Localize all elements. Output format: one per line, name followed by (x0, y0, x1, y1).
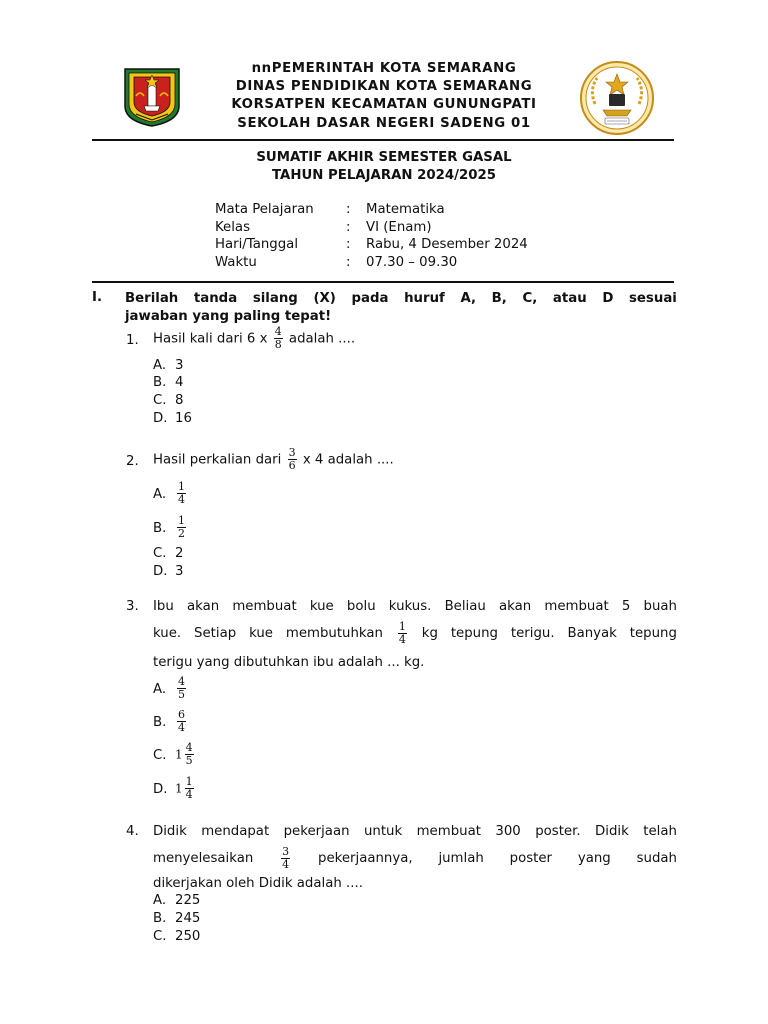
question-text: x 4 adalah .... (302, 452, 394, 468)
option-letter: D. (153, 411, 168, 426)
fraction (177, 709, 186, 734)
fraction (177, 515, 186, 540)
question-word: akan (186, 599, 220, 614)
question-word: mendapat (201, 824, 270, 839)
instruction-word: pada (351, 291, 389, 306)
instruction-word: A, (460, 291, 477, 306)
question-word: kue (249, 625, 273, 641)
question-word: 5 (621, 599, 631, 614)
fraction-denominator: 6 (288, 459, 296, 472)
fraction-numerator: 3 (282, 844, 290, 858)
question-word: membutuhkan (285, 625, 383, 641)
question-2-stem (153, 447, 394, 472)
instruction-word: atau (552, 291, 587, 306)
identity-row (215, 254, 528, 272)
option-text: 8 (175, 393, 184, 408)
option-text: 225 (175, 893, 201, 908)
option-letter: B. (153, 911, 167, 926)
answer-option (153, 546, 183, 561)
option-text: 250 (175, 929, 201, 944)
question-word: sudah (636, 850, 677, 866)
answer-option (153, 776, 196, 801)
exam-identity (215, 201, 528, 272)
option-letter: C. (153, 546, 167, 561)
fraction-denominator: 5 (178, 688, 185, 701)
instruction-word: tanda (193, 291, 238, 306)
fraction (185, 776, 194, 801)
identity-value: VI (Enam) (366, 219, 432, 235)
header-line-1: nnPEMERINTAH KOTA SEMARANG (251, 61, 517, 76)
header-line-3: KORSATPEN KECAMATAN GUNUNGPATI (231, 97, 537, 113)
question-number: 1. (126, 333, 139, 348)
fraction-denominator: 4 (178, 493, 185, 506)
question-text: Hasil kali dari 6 x (153, 331, 268, 347)
answer-option (153, 676, 188, 701)
question-word: akan (499, 599, 532, 614)
identity-row (215, 201, 528, 219)
question-4-line-3: dikerjakan oleh Didik adalah .... (153, 876, 363, 891)
question-word: poster (509, 850, 553, 866)
fraction-numerator: 4 (178, 675, 185, 688)
answer-option (153, 411, 192, 426)
fraction-denominator: 2 (178, 527, 185, 540)
fraction-numerator: 6 (178, 708, 185, 721)
identity-value: Matematika (366, 202, 445, 217)
question-word: kue. (153, 625, 182, 641)
exam-title: SUMATIF AKHIR SEMESTER GASAL (256, 150, 512, 165)
header-line-2: DINAS PENDIDIKAN KOTA SEMARANG (235, 79, 533, 95)
question-word: poster. (535, 824, 581, 839)
section-number: I. (92, 290, 102, 305)
question-word: Setiap (194, 625, 237, 641)
question-number: 3. (126, 599, 139, 614)
identity-label: Mata Pelajaran (215, 202, 314, 217)
answer-option (153, 358, 183, 373)
question-word: 300 (495, 824, 521, 839)
fraction (274, 326, 283, 351)
question-word: Banyak (567, 625, 617, 641)
instruction-word: C, (522, 291, 538, 306)
question-word: Didik (595, 824, 629, 839)
question-word: jumlah (438, 850, 484, 866)
question-word: membuat (232, 599, 297, 614)
fraction (177, 676, 186, 701)
fraction-denominator: 4 (398, 632, 406, 646)
fraction-numerator: 1 (398, 619, 406, 633)
question-word: kukus. (388, 599, 432, 614)
fraction-denominator: 4 (178, 721, 185, 734)
identity-label: Waktu (215, 255, 257, 271)
school-emblem-logo (579, 60, 655, 136)
header-line-4: SEKOLAH DASAR NEGERI SADENG 01 (237, 115, 531, 131)
header-divider (92, 139, 674, 141)
fraction-numerator: 3 (288, 446, 296, 459)
instruction-line-2: jawaban yang paling tepat! (125, 308, 332, 324)
fraction-numerator: 1 (185, 775, 193, 788)
answer-option (153, 564, 183, 579)
option-text: 3 (175, 564, 184, 579)
option-letter: A. (153, 681, 167, 697)
mixed-whole: 1 (175, 747, 183, 762)
identity-value: 07.30 – 09.30 (366, 255, 458, 271)
fraction (398, 621, 407, 646)
instruction-word: sesuai (629, 291, 677, 306)
option-letter: B. (153, 375, 167, 390)
option-letter: D. (153, 564, 168, 579)
question-word: tepung (629, 625, 677, 641)
fraction (288, 447, 297, 472)
question-word: pekerjaan (283, 824, 350, 839)
option-text: 245 (175, 911, 201, 926)
identity-label: Kelas (215, 219, 251, 235)
identity-colon: : (346, 202, 351, 217)
identity-colon: : (346, 237, 351, 253)
fraction-numerator: 4 (185, 741, 193, 754)
instruction-word: B, (491, 291, 507, 306)
question-3-line-1 (153, 599, 677, 614)
instruction-word: D (602, 291, 614, 306)
option-text: 2 (175, 546, 184, 561)
question-4-line-1 (153, 824, 677, 839)
answer-option (153, 393, 183, 408)
question-number: 2. (126, 454, 139, 469)
question-1-stem (153, 326, 355, 351)
mixed-whole: 1 (175, 781, 183, 796)
question-word: menyelesaikan (153, 850, 254, 866)
option-text: 4 (175, 375, 184, 390)
fraction (185, 742, 194, 767)
question-word: tepung (450, 625, 498, 641)
option-letter: C. (153, 393, 167, 408)
option-letter: C. (153, 747, 167, 763)
question-word: kg (421, 625, 438, 641)
answer-option (153, 893, 200, 908)
instruction-line-1 (125, 290, 677, 308)
option-letter: B. (153, 714, 167, 730)
fraction-denominator: 8 (274, 338, 282, 351)
question-word: Didik (153, 824, 187, 839)
fraction-denominator: 5 (185, 754, 193, 767)
question-text: Hasil perkalian dari (153, 452, 282, 468)
fraction-numerator: 4 (274, 325, 282, 338)
identity-row (215, 219, 528, 237)
identity-value: Rabu, 4 Desember 2024 (366, 237, 528, 253)
fraction-numerator: 1 (178, 514, 185, 527)
option-letter: C. (153, 929, 167, 944)
exam-title-block (150, 149, 618, 184)
identity-row (215, 236, 528, 254)
question-3-line-3: terigu yang dibutuhkan ibu adalah ... kg. (153, 655, 425, 670)
question-word: membuat (416, 824, 481, 839)
fraction-denominator: 4 (282, 857, 290, 871)
question-word: Ibu (153, 599, 174, 614)
answer-option (153, 929, 200, 944)
instruction-word: silang (252, 291, 298, 306)
answer-option (153, 481, 188, 506)
option-text: 3 (175, 358, 184, 373)
question-word: Beliau (444, 599, 486, 614)
question-word: pekerjaannya, (318, 850, 413, 866)
question-text: adalah .... (288, 331, 356, 347)
coat-of-arms-logo (122, 66, 182, 128)
fraction-numerator: 1 (178, 480, 185, 493)
identity-colon: : (346, 219, 351, 235)
instruction-word: (X) (313, 291, 336, 306)
question-word: yang (577, 850, 611, 866)
section-instruction (125, 290, 677, 326)
question-word: membuat (544, 599, 609, 614)
option-letter: A. (153, 486, 167, 502)
option-letter: D. (153, 781, 168, 797)
question-word: kue (309, 599, 334, 614)
instruction-word: huruf (404, 291, 445, 306)
answer-option (153, 515, 188, 540)
exam-year: TAHUN PELAJARAN 2024/2025 (271, 167, 496, 183)
instruction-word: Berilah (125, 291, 179, 306)
question-word: untuk (363, 824, 403, 839)
answer-option (153, 375, 183, 390)
identity-label: Hari/Tanggal (215, 237, 299, 253)
question-word: terigu. (510, 625, 555, 641)
fraction (177, 481, 186, 506)
fraction-denominator: 4 (185, 788, 193, 801)
question-number: 4. (126, 824, 139, 839)
question-word: telah (643, 824, 677, 839)
answer-option (153, 911, 200, 926)
option-letter: A. (153, 893, 167, 908)
option-letter: A. (153, 358, 167, 373)
option-letter: B. (153, 520, 167, 536)
answer-option (153, 742, 196, 767)
question-word: bolu (346, 599, 376, 614)
letterhead (180, 60, 588, 133)
question-4-line-2 (153, 843, 677, 873)
identity-colon: : (346, 255, 351, 271)
answer-option (153, 709, 188, 734)
fraction (281, 846, 290, 871)
question-3-line-2 (153, 618, 677, 648)
identity-divider (92, 281, 674, 283)
option-text: 16 (175, 411, 192, 426)
question-word: buah (643, 599, 677, 614)
